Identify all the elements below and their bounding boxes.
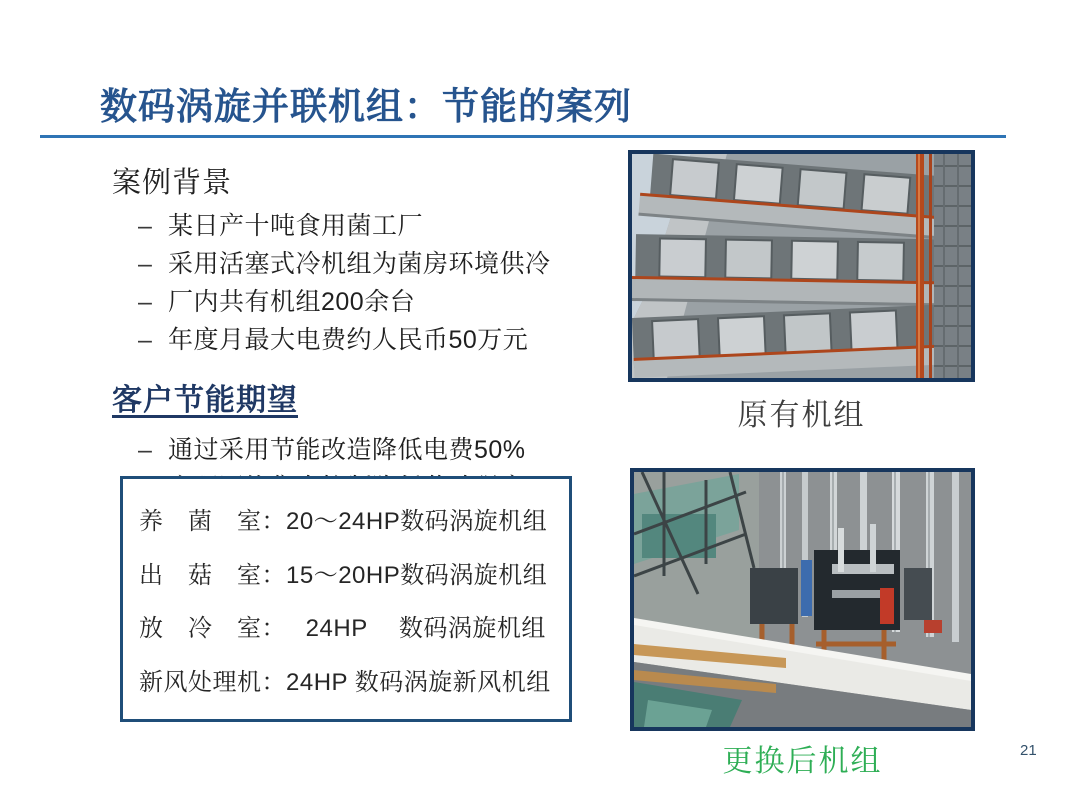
unit-spec-row: 出 菇 室：15～20HP数码涡旋机组 — [139, 561, 548, 589]
replaced-units-caption: 更换后机组 — [722, 745, 883, 778]
building-facade-illustration — [632, 154, 971, 378]
bullet-item: – 采用活塞式冷机组为菌房环境供冷 — [112, 245, 617, 283]
unit-spec-row: 新风处理机：24HP 数码涡旋新风机组 — [139, 668, 551, 696]
bullet-item: – 年度月最大电费约人民币50万元 — [112, 321, 617, 359]
title-rule-divider — [40, 135, 1006, 138]
replaced-units-photo — [630, 468, 975, 731]
customer-expectation-heading: 客户节能期望 — [112, 384, 298, 417]
orange-pipes — [916, 154, 932, 378]
page-number: 21 — [1020, 742, 1037, 759]
left-text-column — [112, 160, 617, 515]
unit-spec-box — [120, 476, 572, 722]
unit-spec-row: 养 菌 室：20～24HP数码涡旋机组 — [139, 508, 548, 536]
unit-spec-row: 放 冷 室： 24HP 数码涡旋机组 — [139, 615, 546, 643]
slide-title: 数码涡旋并联机组：节能的案列 — [100, 86, 632, 127]
replaced-units-illustration — [634, 472, 971, 727]
original-units-photo — [628, 150, 975, 382]
bullet-item: – 通过采用节能改造降低电费50% — [112, 431, 617, 469]
case-background-heading: 案例背景 — [112, 167, 233, 199]
original-units-caption: 原有机组 — [737, 399, 866, 432]
right-mesh-zone — [934, 154, 971, 378]
bullet-item: – 某日产十吨食用菌工厂 — [112, 207, 617, 245]
case-background-bullet-list — [112, 207, 617, 359]
bullet-item: – 厂内共有机组200余台 — [112, 283, 617, 321]
